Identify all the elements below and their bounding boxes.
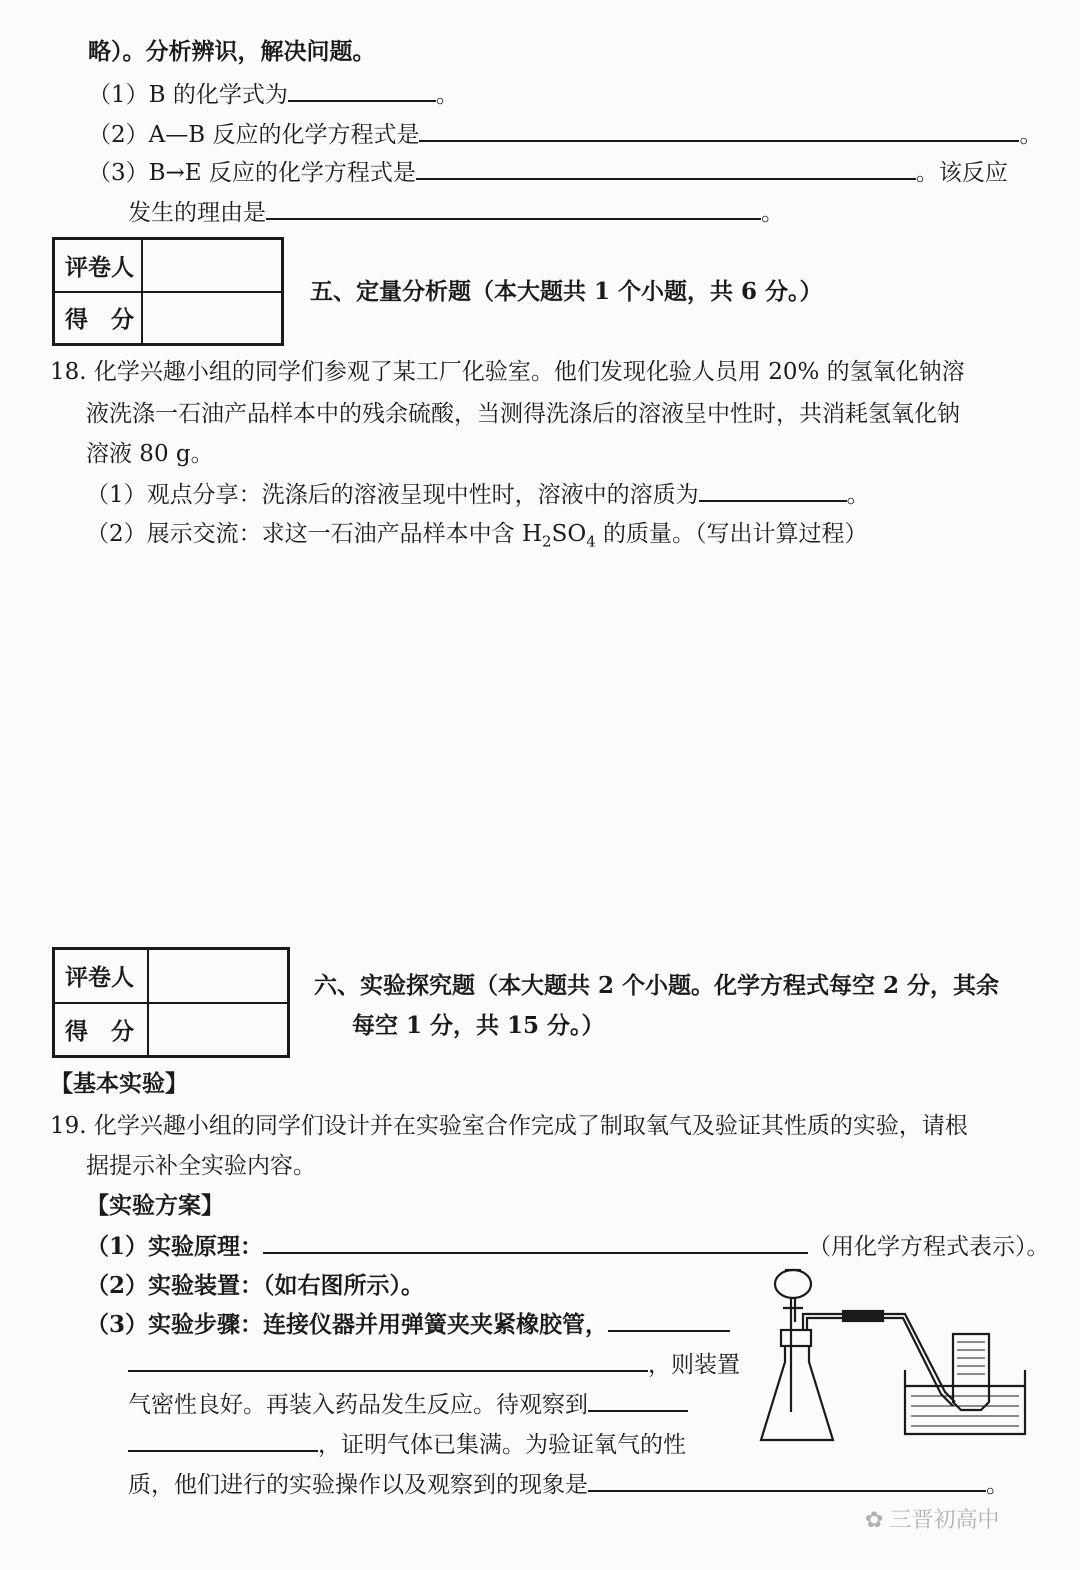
section6-title-line1: 六、实验探究题（本大题共 2 个小题。化学方程式每空 2 分，其余 <box>314 972 1000 999</box>
gas-collecting-bottle <box>953 1334 989 1410</box>
q19-part3-line5 <box>128 1468 1009 1501</box>
q18-part1-end: 。 <box>846 482 870 508</box>
q17-part3-text: （3）B→E 反应的化学方程式是 <box>88 160 416 186</box>
section5-title: 五、定量分析题（本大题共 1 个小题，共 6 分。） <box>310 278 823 305</box>
wechat-icon: ✿ <box>865 1508 884 1533</box>
q17-part3-reason-text: 发生的理由是 <box>128 200 266 226</box>
score-box-1 <box>52 237 284 346</box>
q19-line1: 19. 化学兴趣小组的同学们设计并在实验室合作完成了制取氧气及验证其性质的实验，请根 <box>50 1113 968 1139</box>
q17-part3-blank[interactable] <box>416 156 916 180</box>
score-cell-2[interactable] <box>148 1003 289 1057</box>
q17-part1-end: 。 <box>435 82 459 108</box>
q18-line3: 溶液 80 g。 <box>86 441 214 467</box>
basic-experiment-heading: 【基本实验】 <box>50 1070 188 1097</box>
q17-part2-text: （2）A—B 反应的化学方程式是 <box>88 122 420 148</box>
q17-intro-tail: 略）。分析辨识，解决问题。 <box>88 38 376 65</box>
conical-flask <box>761 1346 833 1440</box>
q19-part1 <box>86 1230 1050 1263</box>
flask-stopper <box>781 1330 811 1346</box>
watermark <box>865 1503 999 1534</box>
watermark-text: 三晋初高中 <box>889 1508 1000 1533</box>
q19-part1-text: （1）实验原理： <box>86 1233 264 1260</box>
q17-part3 <box>88 156 1008 189</box>
delivery-tube-inner <box>807 1318 953 1406</box>
q18-part1-blank[interactable] <box>699 478 847 502</box>
q19-part3-blank4[interactable] <box>128 1428 318 1452</box>
reviewer-label-2: 评卷人 <box>54 949 149 1003</box>
q18-sub2: 2 <box>542 532 552 551</box>
section6-title-line2: 每空 1 分，共 15 分。） <box>352 1012 605 1039</box>
q19-part3-line2 <box>128 1348 740 1381</box>
q19-part3-line3-text: 气密性良好。再装入药品发生反应。待观察到 <box>128 1392 588 1418</box>
q18-answer-area[interactable] <box>50 560 1030 940</box>
q18-part1 <box>86 478 870 511</box>
q17-part2-blank[interactable] <box>419 118 1019 142</box>
q18-line2: 液洗涤一石油产品样本中的残余硫酸，当测得洗涤后的溶液呈中性时，共消耗氢氧化钠 <box>86 401 960 427</box>
reviewer-cell-2[interactable] <box>148 949 289 1003</box>
funnel-bulb <box>775 1270 811 1298</box>
q19-plan-heading: 【实验方案】 <box>86 1192 224 1219</box>
q19-line2: 据提示补全实验内容。 <box>86 1153 316 1179</box>
q18-sub4: 4 <box>586 532 596 551</box>
score-cell-1[interactable] <box>142 292 283 345</box>
q17-part2-end: 。 <box>1019 122 1043 148</box>
q17-part1 <box>88 78 459 111</box>
q19-part3-blank3[interactable] <box>588 1388 688 1412</box>
score-box-2 <box>52 947 290 1058</box>
q17-part1-blank[interactable] <box>288 78 436 102</box>
score-label-1: 得 分 <box>54 292 143 345</box>
reviewer-label-1: 评卷人 <box>54 239 143 292</box>
q19-part3-line4-end: ，证明气体已集满。为验证氧气的性 <box>318 1432 686 1458</box>
oxygen-apparatus-diagram <box>755 1262 1035 1452</box>
q18-part2-post: 的质量。（写出计算过程） <box>595 521 868 547</box>
q17-part2 <box>88 118 1042 151</box>
q19-part1-end: （用化学方程式表示）。 <box>808 1234 1050 1260</box>
q19-part3-line5-text: 质，他们进行的实验操作以及观察到的现象是 <box>128 1472 588 1498</box>
q18-part2 <box>86 518 868 558</box>
rubber-connector <box>843 1311 883 1321</box>
delivery-tube-outer <box>803 1314 955 1402</box>
apparatus-lines <box>761 1270 1025 1440</box>
q17-part3-reason-blank[interactable] <box>266 196 761 220</box>
q19-part3-text: （3）实验步骤：连接仪器并用弹簧夹夹紧橡胶管， <box>86 1311 609 1338</box>
reviewer-cell-1[interactable] <box>142 239 283 292</box>
q19-part3-line3 <box>128 1388 688 1421</box>
water-trough <box>905 1370 1025 1434</box>
q18-so: SO <box>551 521 587 547</box>
q19-part1-blank[interactable] <box>263 1230 808 1254</box>
q19-part3-blank5[interactable] <box>588 1468 986 1492</box>
q17-part3-reason-end: 。 <box>761 200 784 226</box>
q19-part3-line4 <box>128 1428 686 1461</box>
q19-part2: （2）实验装置：（如右图所示）。 <box>86 1272 425 1299</box>
q18-part1-text: （1）观点分享：洗涤后的溶液呈现中性时，溶液中的溶质为 <box>86 482 699 508</box>
q19-part3-line2-end: ，则装置 <box>648 1352 740 1378</box>
water-hatching <box>911 1342 1019 1426</box>
q17-part3-reason <box>128 196 784 229</box>
score-label-2: 得 分 <box>54 1003 149 1057</box>
q18-line1: 18. 化学兴趣小组的同学们参观了某工厂化验室。他们发现化验人员用 20% 的氢氧化钠溶 <box>50 359 965 385</box>
q19-part3-blank1[interactable] <box>608 1308 730 1332</box>
q18-part2-pre: （2）展示交流：求这一石油产品样本中含 H <box>86 521 543 547</box>
q19-part3 <box>86 1308 730 1341</box>
q17-part1-text: （1）B 的化学式为 <box>88 82 288 108</box>
q17-part3-end: 。该反应 <box>915 160 1008 186</box>
q19-part3-blank2[interactable] <box>128 1348 648 1372</box>
q19-part3-line5-end: 。 <box>986 1472 1009 1498</box>
